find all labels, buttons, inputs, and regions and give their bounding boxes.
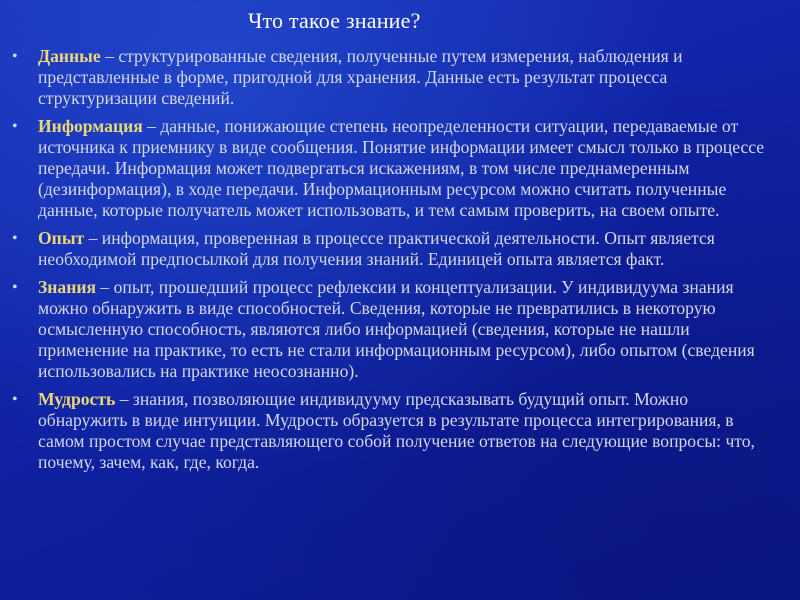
definition-list [0, 46, 800, 480]
term-data: Данные [38, 46, 101, 66]
list-item-data [0, 46, 800, 109]
list-item-knowledge [0, 277, 800, 382]
term-wisdom: Мудрость [38, 389, 116, 409]
term-experience: Опыт [38, 228, 85, 248]
definition-wisdom: – знания, позволяющие индивидууму предсказывать будущий опыт. Можно обнаружить в виде интуиции. Мудрость образуется в результате процесса интегрирования, в самом простом случае представляющего собой получение ответов на следующие вопросы: что, почему, зачем, как, где, когда. [38, 389, 755, 472]
definition-data: – структурированные сведения, полученные путем измерения, наблюдения и представленные в форме, пригодной для хранения. Данные есть результат процесса структуризации сведений. [38, 46, 683, 108]
list-item-experience [0, 228, 800, 270]
list-item-information [0, 116, 800, 221]
bullet-icon: • [12, 230, 18, 247]
bullet-icon: • [12, 279, 18, 296]
definition-experience: – информация, проверенная в процессе практической деятельности. Опыт является необходимой предпосылкой для получения знаний. Единицей опыта является факт. [38, 228, 715, 269]
term-knowledge: Знания [38, 277, 97, 297]
bullet-icon: • [12, 391, 18, 408]
bullet-icon: • [12, 118, 18, 135]
definition-knowledge: – опыт, прошедший процесс рефлексии и концептуализации. У индивидуума знания можно обнаружить в виде способностей. Сведения, которые не превратились в некоторую осмысленную способность, являются либо информацией (сведения, которые не нашли применение на практике, то есть не стали информационным ресурсом), либо опытом (сведения использовались на практике неосознанно). [38, 277, 755, 381]
definition-information: – данные, понижающие степень неопределенности ситуации, передаваемые от источника к приемнику в виде сообщения. Понятие информации имеет смысл только в процессе передачи. Информация может подвергаться искажениям, в том числе преднамеренным (дезинформация), в ходе передачи. Информационным ресурсом можно считать полученные данные, которые получатель может использовать, и тем самым проверить, на своем опыте. [38, 116, 765, 220]
slide-title: Что такое знание? [248, 8, 421, 33]
list-item-wisdom [0, 389, 800, 473]
bullet-icon: • [12, 48, 18, 65]
term-information: Информация [38, 116, 143, 136]
